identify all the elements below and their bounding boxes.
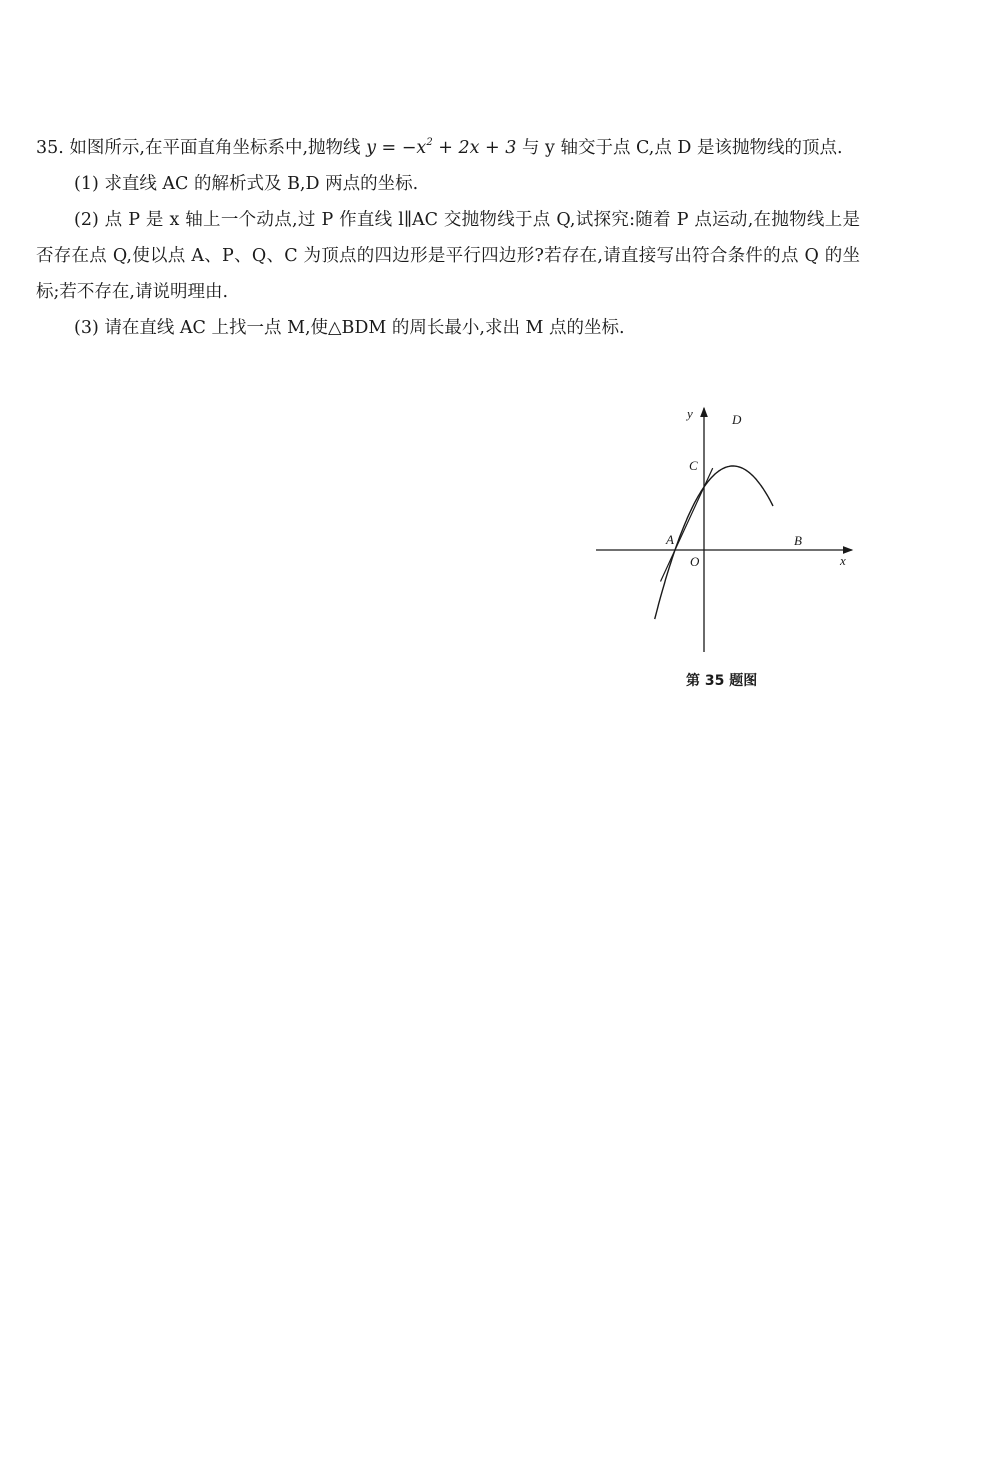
label-B: B [794,533,802,548]
figure-caption: 第 35 题图 [686,673,758,689]
part-2: (2) 点 P 是 x 轴上一个动点,过 P 作直线 l∥AC 交抛物线于点 Q,试探究:随着 P 点运动,在抛物线上是否存在点 Q,使以点 A、P、Q、C 为顶点的四边形是平行四边形?若存在,请直接写出符合条件的点 Q 的坐标;若不存在,请说明理由. [36,210,860,302]
label-y: y [687,406,693,421]
equation: $y = -x^2 + 2x + 3$ [366,137,517,158]
stem-part-b: 与 y 轴交于点 C,点 D 是该抛物线的顶点. [516,138,843,158]
label-C: C [689,458,698,473]
problem-number: 35. [36,138,64,158]
coordinate-diagram [594,402,858,658]
stem-part-a: 如图所示,在平面直角坐标系中,抛物线 [63,138,367,158]
label-D: D [732,412,742,427]
figure-35 [594,402,858,658]
line-ac [661,468,713,581]
label-O: O [690,554,700,569]
part-1: (1) 求直线 AC 的解析式及 B,D 两点的坐标. [74,174,419,194]
label-A: A [666,532,674,547]
label-x: x [840,553,846,568]
problem-35 [36,130,860,346]
part-3: (3) 请在直线 AC 上找一点 M,使△BDM 的周长最小,求出 M 点的坐标. [74,318,625,338]
problem-stem [36,130,860,166]
